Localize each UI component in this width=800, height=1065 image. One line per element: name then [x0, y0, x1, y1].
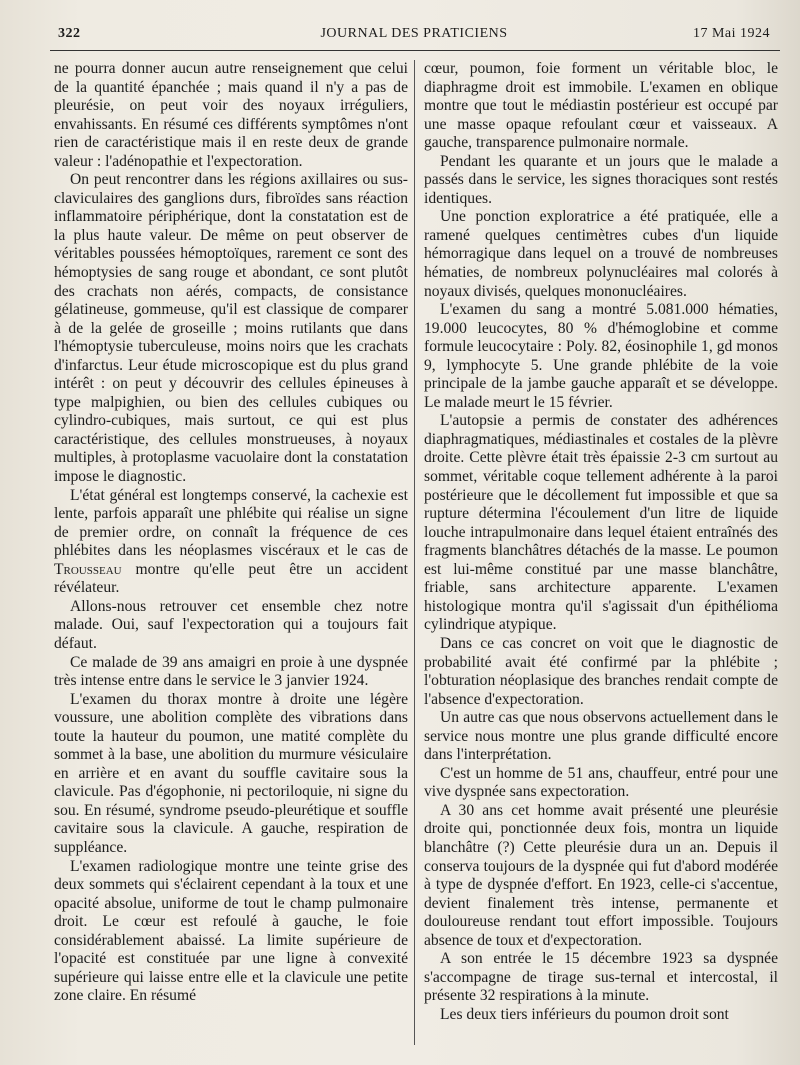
- left-column: [54, 60, 408, 1006]
- paragraph: Pendant les quarante et un jours que le malade a passés dans le service, les signes thoraciques sont restés identiques.: [424, 152, 778, 207]
- paragraph: [54, 487, 408, 598]
- paragraph-text: L'état général est longtemps conservé, la cachexie est lente, parfois apparaît une phlébite qui réalise un signe de premier ordre, on connaît la fréquence de ces phlébites dans les néoplasmes viscéraux et le cas de: [54, 486, 408, 560]
- paragraph: Ce malade de 39 ans amaigri en proie à une dyspnée très intense entre dans le service le 3 janvier 1924.: [54, 653, 408, 690]
- author-name: Trousseau: [54, 560, 122, 578]
- paragraph: ne pourra donner aucun autre renseignement que celui de la quantité épanchée ; mais quand il n'y a pas de pleurésie, on peut voir des noyaux irréguliers, envahissants. En résumé ces différents symptômes n'ont rien de caractéristique mais il en reste deux de grande valeur : l'adénopathie et l'expectoration.: [54, 60, 408, 170]
- journal-title: JOURNAL DES PRATICIENS: [320, 26, 508, 41]
- paragraph: cœur, poumon, foie forment un véritable bloc, le diaphragme droit est immobile. L'examen en oblique montre que tout le médiastin postérieur est occupé par une masse opaque refoulant cœur et vaisseaux. A gauche, transparence pulmonaire normale.: [424, 60, 778, 152]
- header-rule: [50, 50, 780, 51]
- right-column: [424, 60, 778, 1024]
- paragraph: Allons-nous retrouver cet ensemble chez notre malade. Oui, sauf l'expectoration qui a toujours fait défaut.: [54, 597, 408, 652]
- paragraph-text: montre qu'elle peut être un accident révélateur.: [54, 560, 408, 597]
- paragraph: Les deux tiers inférieurs du poumon droit sont: [440, 1005, 729, 1023]
- paragraph: Un autre cas que nous observons actuellement dans le service nous montre une plus grande difficulté encore dans l'interprétation.: [424, 709, 778, 764]
- paragraph: L'examen radiologique montre une teinte grise des deux sommets qui s'éclairent cependant à la toux et une opacité absolue, uniforme de tout le champ pulmonaire droit. Le cœur est refoulé à gauche, le foie considérablement abaissé. La limite supérieure de l'opacité est constituée par une ligne à convexité supérieure qui laisse entre elle et la clavicule une petite zone claire. En résumé: [54, 857, 408, 1005]
- paragraph: On peut rencontrer dans les régions axillaires ou sus-claviculaires des ganglions durs, fibroïdes sans réaction inflammatoire périphérique, dont la constatation est de la plus haute valeur. De même on peut observer de véritables poussées hémoptoïques, rarement ce sont des hémoptysies de sang rouge et abondant, ce sont plutôt des crachats non aérés, compacts, de consistance gélatineuse, gommeuse, qu'il est classique de comparer à de la gelée de groseille ; moins rutilants que dans l'hémoptysie tuberculeuse, moins noirs que les crachats d'infarctus. Leur étude microscopique est du plus grand intérêt : on peut y découvrir des cellules épineuses à type malpighien, ou bien des cellules cubiques ou cylindro-cubiques, mais surtout, ce qui est plus caractéristique, des cellules monstrueuses, à noyaux multiples, à protoplasme vacuolaire dont la constatation impose le diagnostic.: [54, 171, 408, 486]
- running-header: [50, 26, 778, 48]
- paragraph: A 30 ans cet homme avait présenté une pleurésie droite qui, ponctionnée deux fois, montra un liquide blanchâtre (?) Cette pleurésie dura un an. Depuis il conserva toujours de la dyspnée qui fut d'abord modérée à type de dyspnée d'effort. En 1923, celle-ci s'accentue, devient finalement très intense, permanente et douloureuse rendant tout effort impossible. Toujours absence de toux et d'expectoration.: [424, 801, 778, 949]
- column-divider: [414, 60, 415, 1045]
- paragraph: L'examen du thorax montre à droite une légère voussure, une abolition complète des vibrations dans toute la hauteur du poumon, une matité complète du sommet à la base, une abolition du murmure vésiculaire en arrière et en avant du souffle cavitaire sous la clavicule. Pas d'égophonie, ni pectoriloquie, ni signe du sou. En résumé, syndrome pseudo-pleurétique et souffle cavitaire sous la clavicule. A gauche, respiration de suppléance.: [54, 690, 408, 856]
- paragraph: C'est un homme de 51 ans, chauffeur, entré pour une vive dyspnée sans expectoration.: [424, 764, 778, 801]
- paragraph: A son entrée le 15 décembre 1923 sa dyspnée s'accompagne de tirage sus-ternal et intercostal, il présente 32 respirations à la minute.: [424, 950, 778, 1005]
- paragraph: Une ponction exploratrice a été pratiquée, elle a ramené quelques centimètres cubes d'un liquide hémorragique dans lequel on a trouvé de nombreuses hématies, de nombreux polynucléaires mal colorés à noyaux divisés, quelques mononucléaires.: [424, 208, 778, 300]
- paragraph: L'examen du sang a montré 5.081.000 hématies, 19.000 leucocytes, 80 % d'hémoglobine et comme formule leucocytaire : Poly. 82, éosinophile 1, gd monos 9, lymphocyte 5. Une grande phlébite de la voie principale de la jambe gauche apparaît et se développe. Le malade meurt le 15 février.: [424, 301, 778, 411]
- issue-date: 17 Mai 1924: [692, 26, 770, 41]
- paragraph: L'autopsie a permis de constater des adhérences diaphragmatiques, médiastinales et costales de la plèvre droite. Cette plèvre était très épaissie 2-3 cm surtout au sommet, véritable coque tellement adhérente à la paroi postérieure que le décollement fut impossible et que sa rupture détermina l'écoulement d'un litre de liquide louche intrapulmonaire dans lequel étaient entraînés des fragments blanchâtres détachés de la masse. Le poumon est lui-même constitué par une masse blanchâtre, friable, sans architecture apparente. L'examen histologique montra qu'il s'agissait d'un épithélioma cylindrique atypique.: [424, 412, 778, 634]
- paragraph: Dans ce cas concret on voit que le diagnostic de probabilité avait été confirmé par la phlébite ; l'obturation néoplasique des branches rendait compte de l'absence d'expectoration.: [424, 634, 778, 708]
- page-number: 322: [58, 26, 81, 41]
